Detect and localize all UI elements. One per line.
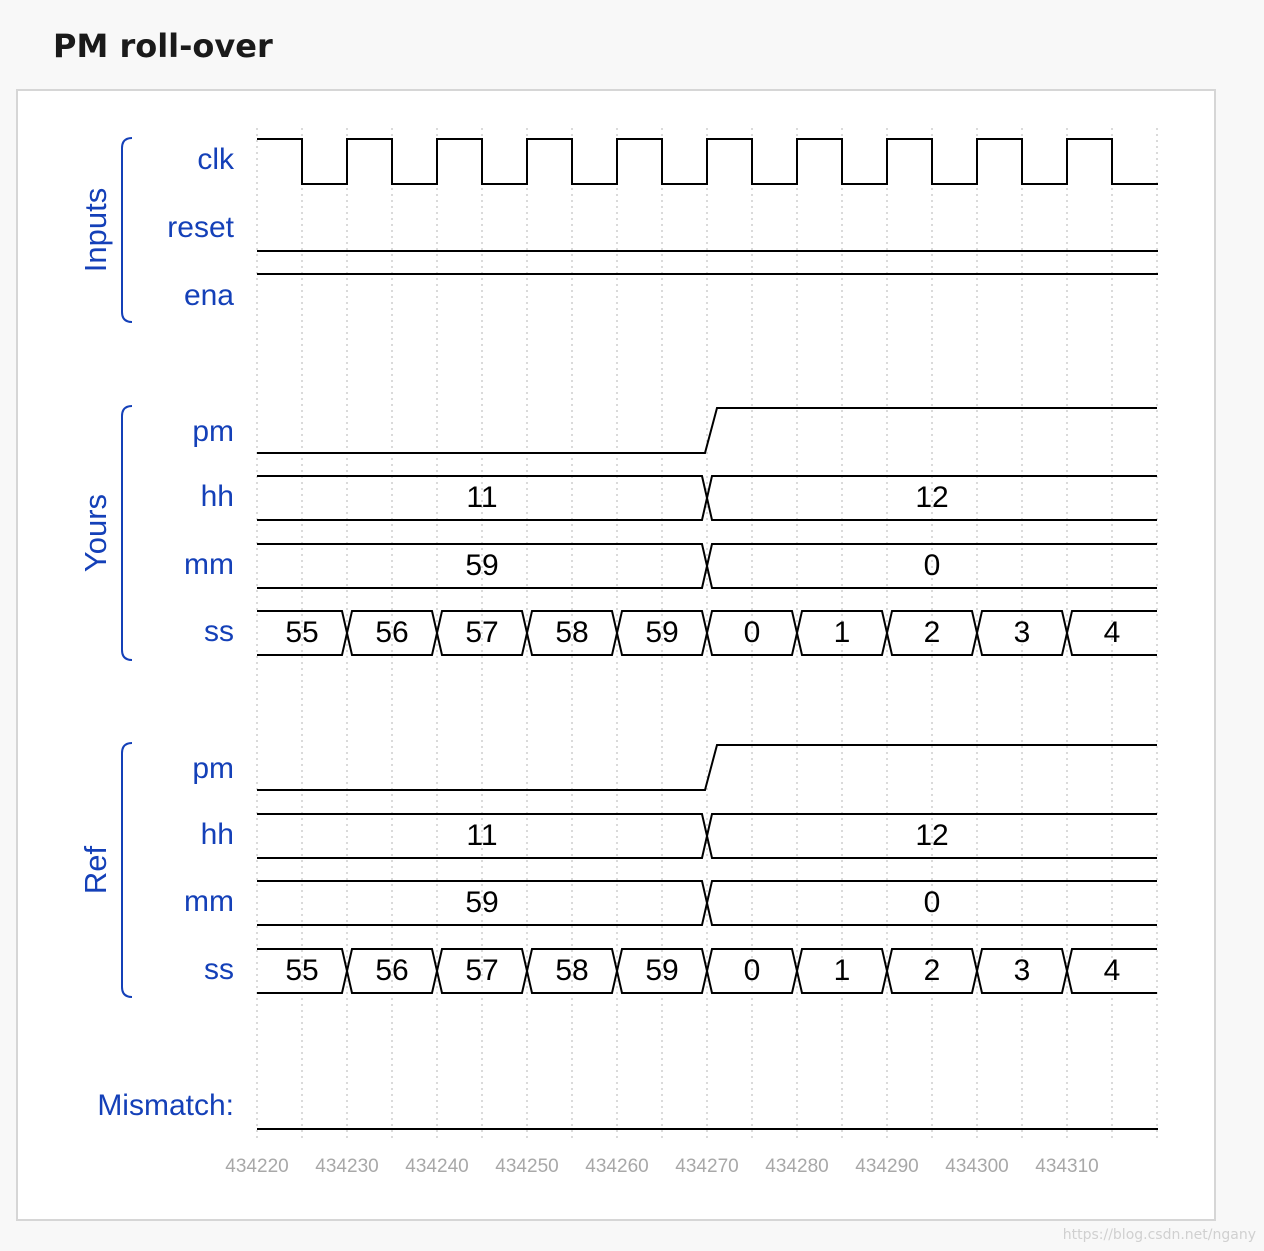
group-label: Yours <box>78 493 114 573</box>
time-tick-label: 434270 <box>675 1156 739 1178</box>
ss-segment <box>437 611 527 655</box>
ss-segment <box>1067 611 1157 655</box>
signal-reset <box>167 211 1158 251</box>
signal-label: ss <box>204 952 234 986</box>
clk-waveform <box>257 139 1158 184</box>
signal-label: ena <box>183 278 234 312</box>
ss-segment <box>527 611 617 655</box>
ss-segment <box>797 949 887 993</box>
signal-pm <box>192 745 1157 790</box>
group-bracket <box>122 406 132 660</box>
hh-value-label: 12 <box>915 818 949 852</box>
hh-segment <box>707 476 1157 520</box>
ss-value-label: 1 <box>833 953 851 987</box>
ss-segment <box>887 611 977 655</box>
mismatch-row <box>97 1089 1158 1129</box>
signal-label: pm <box>192 414 234 448</box>
signal-label: reset <box>167 210 234 244</box>
page-title: PM roll-over <box>53 27 273 65</box>
mm-value-label: 59 <box>465 548 499 582</box>
ss-segment <box>1067 949 1157 993</box>
ss-value-label: 4 <box>1103 953 1121 987</box>
ss-value-label: 58 <box>555 953 589 987</box>
ss-value-label: 56 <box>375 953 409 987</box>
ss-value-label: 59 <box>645 615 679 649</box>
signal-label: mm <box>184 547 234 581</box>
mismatch-label: Mismatch: <box>97 1088 234 1122</box>
signal-label: hh <box>200 479 234 513</box>
ss-segment <box>977 949 1067 993</box>
signal-pm <box>192 408 1157 453</box>
group-label: Inputs <box>78 187 114 273</box>
signal-label: clk <box>197 142 234 176</box>
time-tick-label: 434300 <box>945 1156 1009 1178</box>
signal-hh <box>201 476 1157 520</box>
ss-segment <box>257 611 347 655</box>
signal-mm <box>184 881 1157 925</box>
mm-segment <box>257 881 707 925</box>
ss-segment <box>257 949 347 993</box>
mm-segment <box>257 544 707 588</box>
ss-value-label: 55 <box>285 615 319 649</box>
time-tick-label: 434250 <box>495 1156 559 1178</box>
mm-value-label: 0 <box>923 885 941 919</box>
ss-segment <box>347 611 437 655</box>
signal-label: hh <box>200 817 234 851</box>
signal-mm <box>184 544 1157 588</box>
group-ref <box>78 743 132 997</box>
mm-segment <box>707 881 1157 925</box>
ss-value-label: 3 <box>1013 953 1031 987</box>
time-tick-label: 434260 <box>585 1156 649 1178</box>
signal-hh <box>201 814 1157 858</box>
ss-segment <box>707 949 797 993</box>
time-tick-label: 434220 <box>225 1156 289 1178</box>
mm-value-label: 59 <box>465 885 499 919</box>
signal-ss <box>204 611 1157 655</box>
time-tick-label: 434290 <box>855 1156 919 1178</box>
time-tick-label: 434310 <box>1035 1156 1099 1178</box>
signal-label: mm <box>184 884 234 918</box>
signal-label: ss <box>204 614 234 648</box>
ss-segment <box>347 949 437 993</box>
watermark: https://blog.csdn.net/ngany <box>1062 1227 1256 1243</box>
ss-segment <box>797 611 887 655</box>
ss-value-label: 57 <box>465 615 499 649</box>
time-tick-label: 434280 <box>765 1156 829 1178</box>
ss-value-label: 58 <box>555 615 589 649</box>
ss-value-label: 57 <box>465 953 499 987</box>
hh-value-label: 12 <box>915 480 949 514</box>
ss-value-label: 0 <box>743 953 761 987</box>
ss-value-label: 59 <box>645 953 679 987</box>
mm-value-label: 0 <box>923 548 941 582</box>
ss-value-label: 1 <box>833 615 851 649</box>
group-label: Ref <box>78 845 114 895</box>
group-bracket <box>122 743 132 997</box>
group-inputs <box>78 138 132 322</box>
ss-value-label: 2 <box>923 615 941 649</box>
signal-label: pm <box>192 751 234 785</box>
group-bracket <box>122 138 132 322</box>
hh-segment <box>257 476 707 520</box>
ss-value-label: 4 <box>1103 615 1121 649</box>
ss-segment <box>977 611 1067 655</box>
hh-segment <box>257 814 707 858</box>
ss-segment <box>437 949 527 993</box>
ss-value-label: 3 <box>1013 615 1031 649</box>
ss-segment <box>617 949 707 993</box>
time-tick-label: 434240 <box>405 1156 469 1178</box>
group-yours <box>78 406 132 660</box>
ss-value-label: 0 <box>743 615 761 649</box>
ss-segment <box>527 949 617 993</box>
time-tick-label: 434230 <box>315 1156 379 1178</box>
signal-clk <box>197 139 1158 184</box>
ss-segment <box>707 611 797 655</box>
hh-value-label: 11 <box>466 480 498 514</box>
signal-ena <box>184 274 1158 312</box>
hh-value-label: 11 <box>466 818 498 852</box>
ss-value-label: 56 <box>375 615 409 649</box>
ss-segment <box>887 949 977 993</box>
ss-value-label: 55 <box>285 953 319 987</box>
ss-segment <box>617 611 707 655</box>
mm-segment <box>707 544 1157 588</box>
hh-segment <box>707 814 1157 858</box>
ss-value-label: 2 <box>923 953 941 987</box>
